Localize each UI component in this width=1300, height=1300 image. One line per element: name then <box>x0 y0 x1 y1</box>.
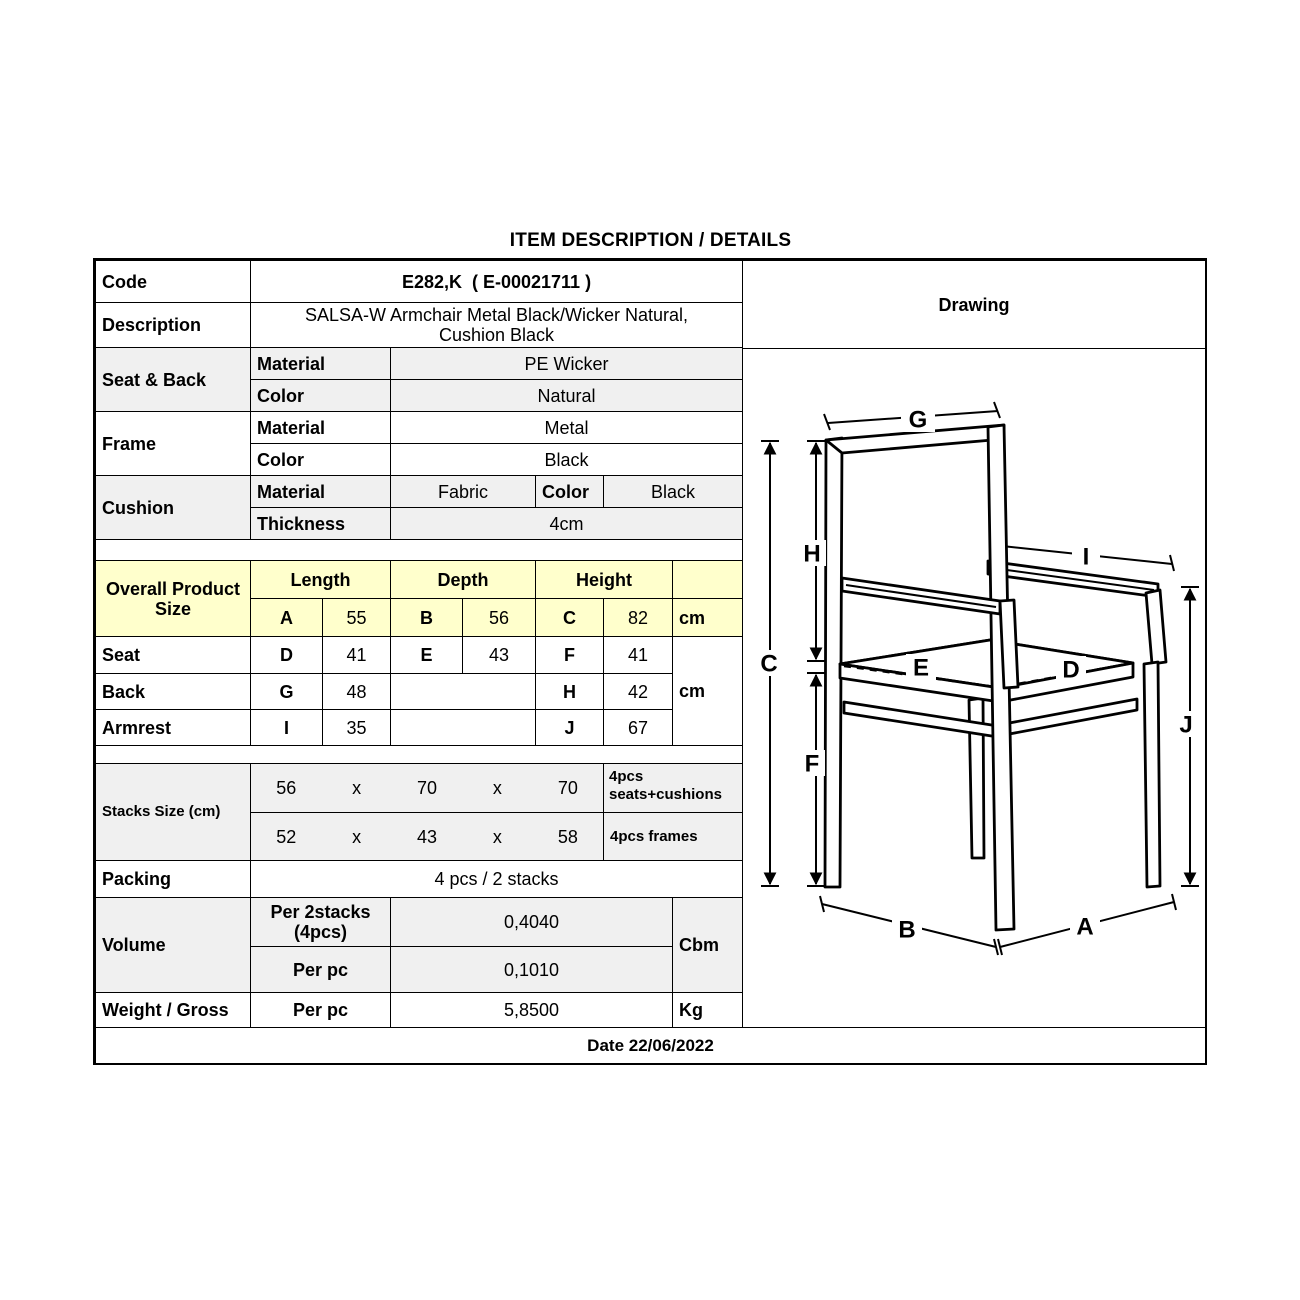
size-col-length: Length <box>250 560 391 599</box>
size-col-height: Height <box>535 560 673 599</box>
seat-d: D <box>250 636 323 674</box>
code-value: E282,K ( E-00021711 ) <box>250 260 743 303</box>
cushion-label: Cushion <box>95 475 251 540</box>
back-h: H <box>535 673 604 710</box>
volume-r1-label-line2: (4pcs) <box>293 922 347 942</box>
spacer-row-1 <box>95 539 743 561</box>
overall-b-value: 56 <box>462 598 536 637</box>
stacks-row2 <box>250 812 604 861</box>
back-h-value: 42 <box>603 673 673 710</box>
chair-front-right-leg <box>1144 662 1160 887</box>
size-col-depth: Depth <box>390 560 536 599</box>
cushion-color-label: Color <box>535 475 604 508</box>
overall-c: C <box>535 598 604 637</box>
weight-value: 5,8500 <box>390 992 673 1028</box>
packing-label: Packing <box>95 860 251 898</box>
stacks-row1 <box>250 763 604 813</box>
size-col-unit-empty <box>672 560 743 599</box>
seat-back-label: Seat & Back <box>95 347 251 412</box>
stacks-row2-note: 4pcs frames <box>603 812 743 861</box>
armrest-i: I <box>250 709 323 746</box>
back-empty <box>390 673 536 710</box>
stacks-row1-x1: x <box>352 778 362 798</box>
dim-label-i: I <box>1082 543 1090 571</box>
seat-back-material-label: Material <box>250 347 391 380</box>
cushion-color-value: Black <box>603 475 743 508</box>
overall-unit: cm <box>672 598 743 637</box>
code-label: Code <box>95 260 251 303</box>
drawing-header: Drawing <box>742 260 1206 349</box>
dim-label-e: E <box>912 654 930 682</box>
back-g: G <box>250 673 323 710</box>
seat-back-color-label: Color <box>250 379 391 412</box>
stacks-row1-v3: 70 <box>557 778 578 798</box>
date-row: Date 22/06/2022 <box>95 1027 1206 1064</box>
seat-e-value: 43 <box>462 636 536 674</box>
seat-e: E <box>390 636 463 674</box>
armrest-i-value: 35 <box>322 709 391 746</box>
description-line2: Cushion Black <box>438 325 555 345</box>
seat-back-color-value: Natural <box>390 379 743 412</box>
page-title: ITEM DESCRIPTION / DETAILS <box>509 230 792 251</box>
stacks-label: Stacks Size (cm) <box>95 763 251 861</box>
stacks-row2-v1: 52 <box>276 826 297 847</box>
volume-r2-value: 0,1010 <box>390 946 673 993</box>
chair-left-leg <box>825 438 842 887</box>
armrest-row-label: Armrest <box>95 709 251 746</box>
seat-row-label: Seat <box>95 636 251 674</box>
cushion-thickness-label: Thickness <box>250 507 391 540</box>
armrest-j: J <box>535 709 604 746</box>
frame-material-label: Material <box>250 411 391 444</box>
cushion-material-label: Material <box>250 475 391 508</box>
spacer-row-2 <box>95 745 743 764</box>
seat-f-value: 41 <box>603 636 673 674</box>
stacks-row1-v1: 56 <box>276 778 297 798</box>
stacks-row2-x1: x <box>352 826 362 847</box>
description-line1: SALSA-W Armchair Metal Black/Wicker Natural, <box>304 305 689 325</box>
volume-r1-label-line1: Per 2stacks <box>270 902 371 922</box>
stacks-row2-v3: 58 <box>557 826 578 847</box>
volume-r2-label: Per pc <box>250 946 391 993</box>
overall-size-label-line1: Overall Product <box>105 578 241 599</box>
overall-c-value: 82 <box>603 598 673 637</box>
stacks-row2-x2: x <box>492 826 502 847</box>
frame-color-label: Color <box>250 443 391 476</box>
seat-f: F <box>535 636 604 674</box>
description-label: Description <box>95 302 251 348</box>
stacks-row1-v2: 70 <box>417 778 438 798</box>
weight-r-label: Per pc <box>250 992 391 1028</box>
dim-unit: cm <box>672 636 743 746</box>
stacks-row1-note-line1: 4pcs <box>609 768 644 785</box>
volume-unit: Cbm <box>672 897 743 993</box>
frame-color-value: Black <box>390 443 743 476</box>
stacks-row1-x2: x <box>492 778 502 798</box>
overall-size-label-line2: Size <box>154 598 192 619</box>
dim-label-a: A <box>1076 913 1094 941</box>
dim-label-h: H <box>803 540 821 568</box>
cushion-material-value: Fabric <box>390 475 536 508</box>
chair-structure <box>825 425 1166 930</box>
back-g-value: 48 <box>322 673 391 710</box>
dim-label-c: C <box>760 650 778 678</box>
packing-value: 4 pcs / 2 stacks <box>250 860 743 898</box>
dim-label-j: J <box>1179 711 1193 739</box>
frame-material-value: Metal <box>390 411 743 444</box>
armrest-j-value: 67 <box>603 709 673 746</box>
overall-size-label <box>95 560 251 637</box>
armrest-empty <box>390 709 536 746</box>
stacks-row1-note-line2: seats+cushions <box>609 786 722 803</box>
dim-label-d: D <box>1062 656 1080 684</box>
weight-label: Weight / Gross <box>95 992 251 1028</box>
overall-a: A <box>250 598 323 637</box>
dim-label-b: B <box>898 916 916 944</box>
description-value <box>250 302 743 348</box>
seat-back-material-value: PE Wicker <box>390 347 743 380</box>
seat-d-value: 41 <box>322 636 391 674</box>
volume-label: Volume <box>95 897 251 993</box>
chair-drawing <box>743 349 1205 1027</box>
stacks-row2-v2: 43 <box>417 826 438 847</box>
back-row-label: Back <box>95 673 251 710</box>
dim-label-f: F <box>804 750 820 778</box>
volume-r1-value: 0,4040 <box>390 897 673 947</box>
overall-a-value: 55 <box>322 598 391 637</box>
weight-unit: Kg <box>672 992 743 1028</box>
cushion-thickness-value: 4cm <box>390 507 743 540</box>
overall-b: B <box>390 598 463 637</box>
dim-label-g: G <box>908 406 928 434</box>
frame-label: Frame <box>95 411 251 476</box>
stacks-row1-note <box>603 763 743 813</box>
volume-r1-label <box>250 897 391 947</box>
